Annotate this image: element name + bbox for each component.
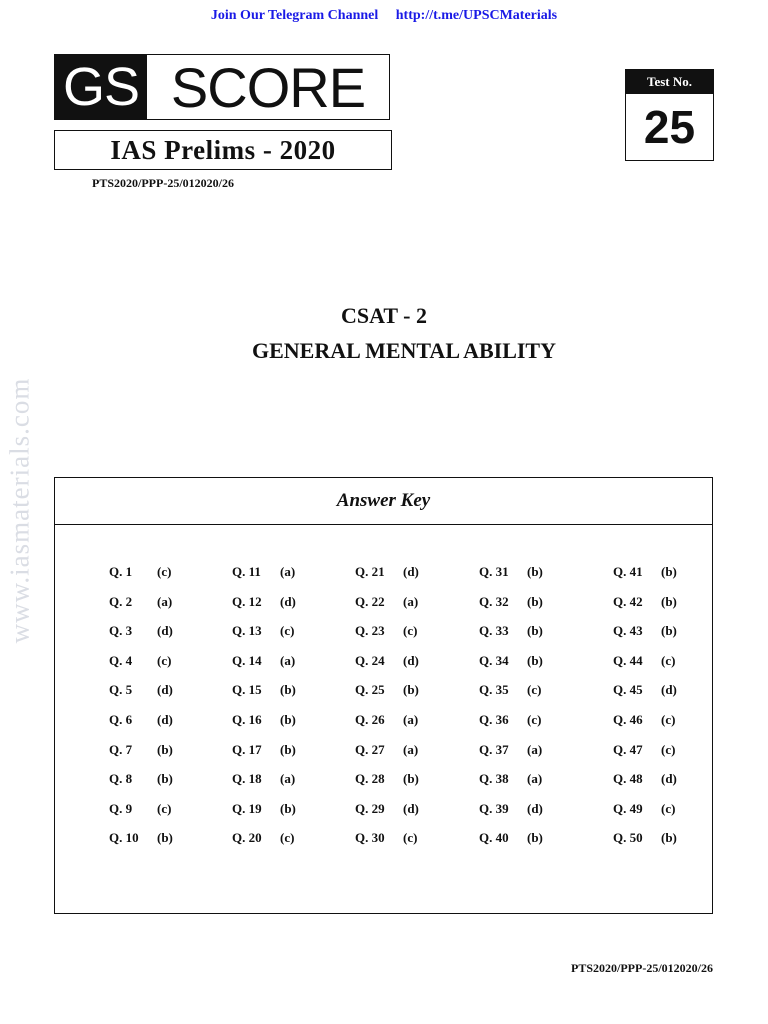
question-number: Q. 40 [479, 830, 509, 845]
answer-option: (c) [403, 623, 418, 638]
answer-option: (b) [527, 623, 543, 638]
answer-option: (d) [157, 712, 173, 727]
answer-item [355, 564, 419, 580]
answer-item [355, 830, 417, 846]
answer-item [355, 653, 419, 669]
answer-option: (c) [280, 623, 295, 638]
answer-option: (a) [157, 594, 173, 609]
answer-option: (a) [280, 771, 296, 786]
question-number: Q. 44 [613, 653, 643, 668]
answer-option: (a) [527, 771, 543, 786]
answer-item [109, 564, 171, 580]
question-number: Q. 45 [613, 682, 643, 697]
answer-item [232, 682, 296, 698]
answer-option: (b) [157, 742, 173, 757]
answer-item [355, 801, 419, 817]
answer-item [232, 564, 295, 580]
answer-item [232, 653, 295, 669]
answer-item [613, 771, 677, 787]
question-number: Q. 21 [355, 564, 385, 579]
answer-option: (b) [280, 682, 296, 697]
answer-option: (b) [527, 653, 543, 668]
telegram-text: Join Our Telegram Channel [210, 8, 379, 23]
answer-option: (b) [280, 712, 296, 727]
question-number: Q. 37 [479, 742, 509, 757]
question-number: Q. 1 [109, 564, 133, 579]
question-number: Q. 42 [613, 594, 643, 609]
answer-item [479, 801, 543, 817]
question-number: Q. 25 [355, 682, 385, 697]
answer-item [613, 801, 675, 817]
question-number: Q. 13 [232, 623, 262, 638]
question-number: Q. 16 [232, 712, 262, 727]
answer-option: (b) [280, 801, 296, 816]
answer-item [355, 594, 418, 610]
answer-option: (d) [403, 801, 419, 816]
answer-option: (a) [280, 564, 296, 579]
answer-item [109, 682, 173, 698]
answer-option: (a) [280, 653, 296, 668]
answer-item [109, 594, 172, 610]
answer-option: (b) [157, 830, 173, 845]
answer-item [109, 623, 173, 639]
answer-option: (c) [157, 564, 172, 579]
exam-title: CSAT - 2 [341, 303, 427, 328]
question-number: Q. 48 [613, 771, 643, 786]
answer-item [355, 771, 419, 787]
answer-item [479, 564, 543, 580]
answer-option: (c) [527, 712, 542, 727]
answer-option: (d) [661, 771, 677, 786]
answer-item [232, 830, 294, 846]
answer-key-heading: Answer Key [55, 478, 712, 525]
answer-option: (b) [527, 830, 543, 845]
answer-item [109, 771, 173, 787]
question-number: Q. 49 [613, 801, 643, 816]
paper-code-top: PTS2020/PPP-25/012020/26 [92, 176, 234, 190]
question-number: Q. 39 [479, 801, 509, 816]
question-number: Q. 24 [355, 653, 385, 668]
telegram-link[interactable]: http://t.me/UPSCMaterials [395, 8, 558, 23]
question-number: Q. 14 [232, 653, 262, 668]
answer-item [109, 830, 173, 846]
answer-item [613, 623, 677, 639]
answer-item [355, 742, 418, 758]
answer-option: (b) [661, 830, 677, 845]
answer-option: (c) [157, 801, 172, 816]
answer-item [232, 801, 296, 817]
question-number: Q. 30 [355, 830, 385, 845]
question-number: Q. 31 [479, 564, 509, 579]
answer-item [613, 742, 675, 758]
question-number: Q. 15 [232, 682, 262, 697]
answer-key-box [54, 477, 713, 914]
answer-option: (d) [157, 682, 173, 697]
answer-item [479, 594, 543, 610]
answer-item [232, 742, 296, 758]
question-number: Q. 38 [479, 771, 509, 786]
question-number: Q. 47 [613, 742, 643, 757]
answer-item [479, 653, 543, 669]
answer-option: (d) [403, 653, 419, 668]
question-number: Q. 3 [109, 623, 133, 638]
answer-option: (c) [661, 742, 676, 757]
answer-option: (b) [661, 564, 677, 579]
answer-item [479, 623, 543, 639]
answer-item [109, 742, 173, 758]
answer-option: (a) [403, 594, 419, 609]
answer-option: (b) [403, 682, 419, 697]
answer-option: (d) [157, 623, 173, 638]
answer-option: (a) [527, 742, 543, 757]
answer-item [232, 623, 294, 639]
answer-item [613, 830, 677, 846]
exam-subtitle: GENERAL MENTAL ABILITY [251, 338, 556, 363]
answer-option: (c) [280, 830, 295, 845]
question-number: Q. 41 [613, 564, 643, 579]
answer-option: (b) [280, 742, 296, 757]
prelims-title: IAS Prelims - 2020 [54, 130, 392, 170]
paper-code-bottom: PTS2020/PPP-25/012020/26 [571, 961, 713, 975]
question-number: Q. 35 [479, 682, 509, 697]
answer-option: (b) [157, 771, 173, 786]
answer-item [232, 771, 295, 787]
answer-item [232, 712, 296, 728]
question-number: Q. 28 [355, 771, 385, 786]
question-number: Q. 18 [232, 771, 262, 786]
question-number: Q. 17 [232, 742, 262, 757]
question-number: Q. 11 [232, 564, 261, 579]
answer-item [613, 653, 675, 669]
question-number: Q. 19 [232, 801, 262, 816]
question-number: Q. 22 [355, 594, 385, 609]
answer-item [479, 712, 541, 728]
answer-option: (c) [661, 653, 676, 668]
answer-option: (c) [661, 801, 676, 816]
question-number: Q. 12 [232, 594, 262, 609]
answer-option: (d) [527, 801, 543, 816]
question-number: Q. 23 [355, 623, 385, 638]
question-number: Q. 27 [355, 742, 385, 757]
answer-item [613, 712, 675, 728]
logo-score: SCORE [170, 55, 366, 119]
answer-item [479, 682, 541, 698]
answer-item [355, 623, 417, 639]
answer-item [613, 682, 677, 698]
answer-item [355, 712, 418, 728]
answer-item [109, 801, 171, 817]
question-number: Q. 10 [109, 830, 139, 845]
answer-item [479, 742, 542, 758]
watermark [2, 360, 38, 660]
gs-score-logo [54, 54, 390, 120]
question-number: Q. 5 [109, 682, 133, 697]
answer-option: (a) [403, 712, 419, 727]
answer-item [232, 594, 296, 610]
question-number: Q. 20 [232, 830, 262, 845]
answer-item [355, 682, 419, 698]
answer-option: (c) [157, 653, 172, 668]
question-number: Q. 4 [109, 653, 133, 668]
question-number: Q. 43 [613, 623, 643, 638]
answer-item [613, 564, 677, 580]
answer-option: (b) [527, 594, 543, 609]
answer-option: (b) [403, 771, 419, 786]
question-number: Q. 2 [109, 594, 133, 609]
test-label: Test No. [626, 70, 713, 94]
answer-option: (b) [661, 594, 677, 609]
question-number: Q. 26 [355, 712, 385, 727]
answer-option: (d) [403, 564, 419, 579]
watermark-text: www.iasmaterials.com [4, 377, 35, 643]
answer-item [613, 594, 677, 610]
telegram-banner [0, 8, 768, 24]
test-number-box [625, 69, 714, 161]
answer-option: (d) [661, 682, 677, 697]
answer-option: (d) [280, 594, 296, 609]
answer-option: (c) [403, 830, 418, 845]
test-number: 25 [643, 101, 696, 153]
question-number: Q. 34 [479, 653, 509, 668]
answer-option: (c) [527, 682, 542, 697]
question-number: Q. 9 [109, 801, 133, 816]
question-number: Q. 33 [479, 623, 509, 638]
answer-item [479, 830, 543, 846]
question-number: Q. 6 [109, 712, 133, 727]
question-number: Q. 46 [613, 712, 643, 727]
question-number: Q. 7 [109, 742, 133, 757]
answer-option: (b) [527, 564, 543, 579]
question-number: Q. 32 [479, 594, 509, 609]
question-number: Q. 50 [613, 830, 643, 845]
answer-option: (c) [661, 712, 676, 727]
answer-item [109, 712, 173, 728]
question-number: Q. 8 [109, 771, 133, 786]
logo-gs: GS [55, 55, 147, 119]
question-number: Q. 29 [355, 801, 385, 816]
answer-option: (a) [403, 742, 419, 757]
question-number: Q. 36 [479, 712, 509, 727]
answer-item [479, 771, 542, 787]
answer-option: (b) [661, 623, 677, 638]
answer-item [109, 653, 171, 669]
